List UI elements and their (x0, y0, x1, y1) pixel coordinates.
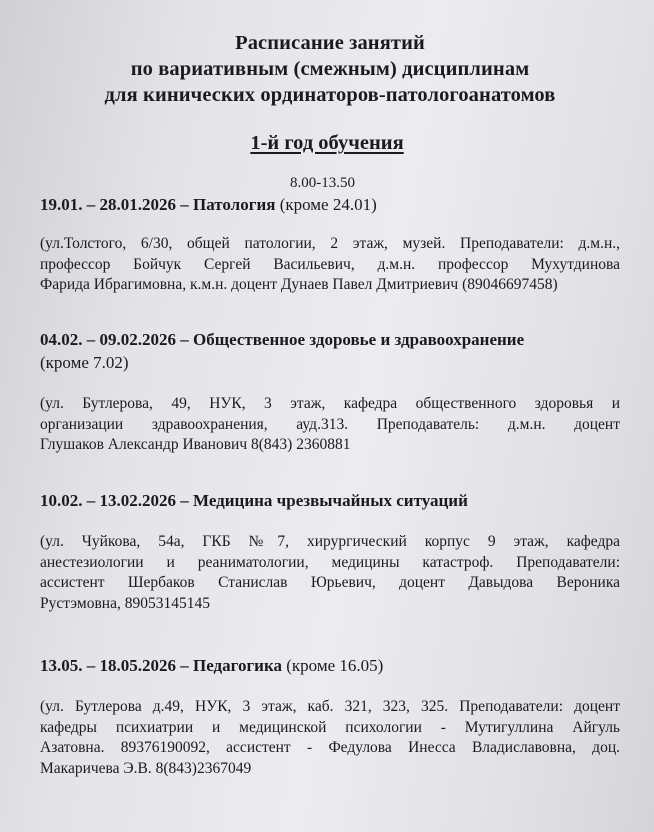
schedule-section-public-health (40, 328, 620, 456)
details-line: кафедры психиатрии и медицинской психологии - Мутигуллина Айгуль (40, 718, 620, 736)
details-line: (ул. Бутлерова д.49, НУК, 3 этаж, каб. 321, 323, 325. Преподаватели: доцент (40, 698, 620, 715)
details-line: анестезиологии и реаниматологии, медицины катастроф. Преподаватели: (40, 553, 620, 571)
schedule-section-pedagogy (40, 654, 620, 779)
title-line-1: Расписание занятий (235, 32, 425, 54)
details-line: Макаричева Э.В. 8(843)2367049 (40, 759, 252, 777)
section-exception-note: (кроме 16.05) (282, 656, 384, 675)
details-line: Рустэмовна, 89053145145 (40, 594, 210, 612)
details-line: организации здравоохранения, ауд.313. Преподаватель: д.м.н. доцент (40, 415, 620, 433)
details-line: профессор Бойчук Сергей Васильевич, д.м.н. профессор Мухутдинова (40, 255, 620, 273)
details-line: Фарида Ибрагимовна, к.м.н. доцент Дунаев Павел Дмитриевич (89046697458) (40, 276, 558, 293)
section-exception-note: (кроме 24.01) (275, 195, 377, 214)
details-line: (ул.Толстого, 6/30, общей патологии, 2 этаж, музей. Преподаватели: д.м.н., (40, 235, 620, 252)
details-line: (ул. Чуйкова, 54а, ГКБ №7, хирургический корпус 9 этаж, кафедра (40, 533, 620, 550)
class-time: 8.00-13.50 (290, 175, 355, 191)
section-heading (40, 193, 620, 216)
section-details (40, 532, 620, 614)
section-heading (40, 489, 620, 512)
details-line: (ул. Бутлерова, 49, НУК, 3 этаж, кафедра общественного здоровья и (40, 395, 620, 412)
section-exception-note: (кроме 7.02) (40, 353, 129, 372)
title-line-2: по вариативным (смежным) дисциплинам (130, 58, 530, 80)
section-heading (40, 328, 620, 351)
section-dates-subject: 10.02. – 13.02.2026 – Медицина чрезвычайных ситуаций (40, 491, 468, 510)
section-dates-subject: 04.02. – 09.02.2026 – Общественное здоровье и здравоохранение (40, 330, 525, 349)
section-details (40, 697, 620, 779)
details-line: ассистент Шербаков Станислав Юрьевич, доцент Давыдова Вероника (40, 574, 620, 591)
title-line-3: для кинических ординаторов-патологоанатомов (104, 84, 556, 106)
year-heading (0, 132, 654, 155)
section-heading (40, 654, 620, 677)
details-line: Глушаков Александр Иванович 8(843) 2360881 (40, 436, 351, 453)
section-heading-note-line (40, 351, 620, 374)
schedule-section-emergency-medicine (40, 489, 620, 614)
section-details (40, 234, 620, 296)
schedule-section-pathology (40, 193, 620, 296)
details-line: Азатовна. 89376190092, ассистент - Федулова Инесса Владиславовна, доц. (40, 739, 620, 756)
section-dates-subject: 19.01. – 28.01.2026 – Патология (40, 195, 276, 214)
document-title (40, 30, 620, 108)
section-dates-subject: 13.05. – 18.05.2026 – Педагогика (40, 656, 282, 675)
year-label: 1-й год обучения (250, 132, 404, 154)
section-details (40, 394, 620, 456)
